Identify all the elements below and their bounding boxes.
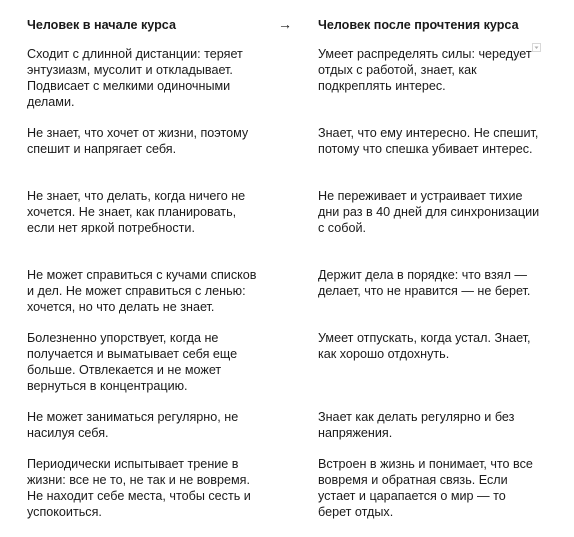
after-cell: Умеет распределять силы: чередует отдых с работой, знает, как подкреплять интерес. xyxy=(318,47,532,93)
before-cell: Не может заниматься регулярно, не насилуя себя. xyxy=(27,410,239,440)
after-cell: Держит дела в порядке: что взял — делает, что не нравится — не берет. xyxy=(318,268,531,298)
before-cell: Не знает, что хочет от жизни, поэтому спешит и напрягает себя. xyxy=(27,126,249,156)
before-cell: Болезненно упорствует, когда не получается и выматывает себя еще больше. Отвлекается и не может вернуться в концентрацию. xyxy=(27,331,238,393)
dropdown-triangle-icon[interactable] xyxy=(532,43,541,52)
before-cell: Периодически испытывает трение в жизни: все не то, не так и не вовремя. Не находит себе места, чтобы сесть и успокоиться. xyxy=(27,457,251,519)
before-cell: Не знает, что делать, когда ничего не хочется. Не знает, как планировать, если нет яркой потребности. xyxy=(27,189,246,235)
after-cell: Знает как делать регулярно и без напряжения. xyxy=(318,410,515,440)
column-title-before: Человек в начале курса xyxy=(27,18,176,32)
before-cell: Не может справиться с кучами списков и дел. Не может справиться с ленью: хочется, но что делать не знает. xyxy=(27,268,257,314)
after-cell: Не переживает и устраивает тихие дни раз в 40 дней для синхронизации с собой. xyxy=(318,189,540,235)
after-cell: Встроен в жизнь и понимает, что все вовремя и обратная связь. Если устает и царапается о мир — то берет отдых. xyxy=(318,457,533,519)
before-cell: Сходит с длинной дистанции: теряет энтузиазм, мусолит и откладывает. Подвисает с мелкими одиночными делами. xyxy=(27,47,243,109)
after-cell: Знает, что ему интересно. Не спешит, потому что спешка убивает интерес. xyxy=(318,126,539,156)
after-cell: Умеет отпускать, когда устал. Знает, как хорошо отдохнуть. xyxy=(318,331,531,361)
right-arrow-icon: → xyxy=(278,16,292,32)
column-title-after: Человек после прочтения курса xyxy=(318,18,519,32)
